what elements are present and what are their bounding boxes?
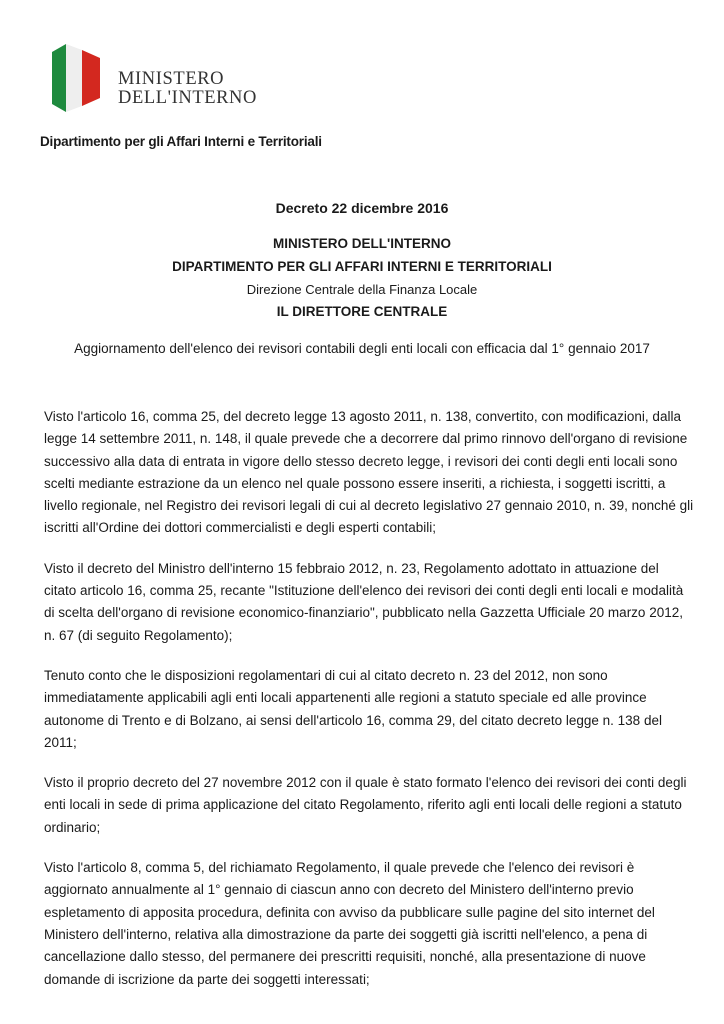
- logo-line-1: MINISTERO: [118, 69, 225, 89]
- paragraph: Tenuto conto che le disposizioni regolamentari di cui al citato decreto n. 23 del 2012, non sono immediatamente applicabili agli enti locali appartenenti alle regioni a statuto speciale ed alle province autonome di Trento e di Bolzano, ai sensi dell'articolo 16, comma 29, del citato decreto legge n. 138 del 2011;: [44, 667, 662, 750]
- paragraph: Visto l'articolo 16, comma 25, del decreto legge 13 agosto 2011, n. 138, convertito, con modificazioni, dalla legge 14 settembre 2011, n. 148, il quale prevede che a decorrere dal primo rinnovo dell'organo di revisione successivo alla data di entrata in vigore dello stesso decreto legge, i revisori dei conti degli enti locali sono scelti mediante estrazione da un elenco nel quale possono essere inseriti, a richiesta, i soggetti iscritti, a livello regionale, nel Registro dei revisori legali di cui al decreto legislativo 27 gennaio 2010, n. 39, nonché gli iscritti all'Ordine dei dottori commercialisti e degli esperti contabili;: [44, 409, 694, 536]
- decree-date: Decreto 22 dicembre 2016: [275, 200, 449, 216]
- italian-flag-emblem: [52, 44, 104, 112]
- ministry-title: MINISTERO DELL'INTERNO: [273, 236, 451, 251]
- paragraph: Visto l'articolo 8, comma 5, del richiamato Regolamento, il quale prevede che l'elenco dei revisori è aggiornato annualmente al 1° gennaio di ciascun anno con decreto del Ministero dell'interno previo espletamento di apposita procedura, definita con avviso da pubblicare sulle pagine del sito internet del Ministero dell'interno, relativa alla dimostrazione da parte dei soggetti già iscritti nell'elenco, a pena di cancellazione dallo stesso, del permanere dei prescritti requisiti, nonché, alla presentazione di nuove domande di iscrizione da parte dei soggetti interessati;: [44, 860, 655, 987]
- paragraph: Visto il decreto del Ministro dell'interno 15 febbraio 2012, n. 23, Regolamento adottato in attuazione del citato articolo 16, comma 25, recante "Istituzione dell'elenco dei revisori dei conti degli enti locali e modalità di scelta dell'organo di revisione economico-finanziario", pubblicato nella Gazzetta Ufficiale 20 marzo 2012, n. 67 (di seguito Regolamento);: [44, 560, 684, 643]
- decree-subject: Aggiornamento dell'elenco dei revisori contabili degli enti locali con efficacia dal 1° gennaio 2017: [74, 341, 650, 356]
- paragraph: Visto il proprio decreto del 27 novembre 2012 con il quale è stato formato l'elenco dei revisori dei conti degli enti locali in sede di prima applicazione del citato Regolamento, riferito agli enti locali delle regioni a statuto ordinario;: [44, 775, 687, 835]
- decree-body: [44, 406, 694, 1009]
- direttore-title: IL DIRETTORE CENTRALE: [276, 304, 448, 319]
- department-heading: Dipartimento per gli Affari Interni e Territoriali: [40, 134, 322, 149]
- logo-wordmark: [118, 70, 257, 108]
- department-title: DIPARTIMENTO PER GLI AFFARI INTERNI E TERRITORIALI: [172, 259, 552, 274]
- direzione-title: Direzione Centrale della Finanza Locale: [246, 282, 478, 297]
- ministry-logo: [52, 44, 282, 114]
- logo-line-2: DELL'INTERNO: [118, 88, 257, 108]
